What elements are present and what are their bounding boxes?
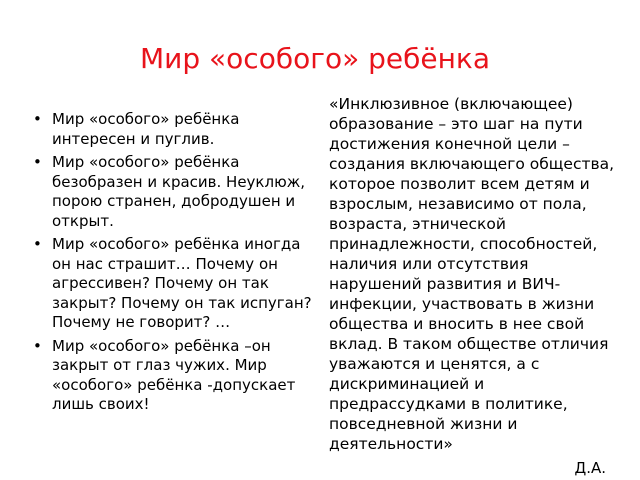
bullet-icon: • (33, 235, 42, 253)
bullet-text: Мир «особого» ребёнка интересен и пуглив. (52, 110, 240, 148)
list-item (33, 235, 318, 333)
bullet-text: Мир «особого» ребёнка –он закрыт от глаз чужих. Мир «особого» ребёнка -допускает лишь своих! (52, 336, 296, 413)
quote-text: «Инклюзивное (включающее) образование – это шаг на пути достижения конечной цели – создания включающего общества, которое позволит всем детям и взрослым, независимо от пола, возраста, этнической принадлежности, способностей, наличия или отсутствия нарушений развития и ВИЧ-инфекции, участвовать в жизни общества и вносить в нее свой вклад. В таком обществе отличия уважаются и ценятся, а с дискриминацией и предрассудками в политике, повседневной жизни и деятельности» (329, 95, 615, 453)
list-item (33, 153, 318, 231)
bullet-list (33, 110, 318, 419)
list-item (33, 337, 318, 415)
list-item (33, 110, 318, 149)
bullet-text: Мир «особого» ребёнка безобразен и красив. Неуклюж, порою странен, добродушен и открыт. (52, 153, 305, 230)
bullet-icon: • (33, 153, 42, 171)
signature: Д.А. (574, 459, 606, 477)
slide-title: Мир «особого» ребёнка (140, 42, 490, 75)
bullet-text: Мир «особого» ребёнка иногда он нас страшит… Почему он агрессивен? Почему он так закрыт? Почему он так испуган? Почему не говорит? … (52, 235, 312, 331)
bullet-icon: • (33, 336, 42, 355)
bullet-icon: • (33, 110, 42, 128)
